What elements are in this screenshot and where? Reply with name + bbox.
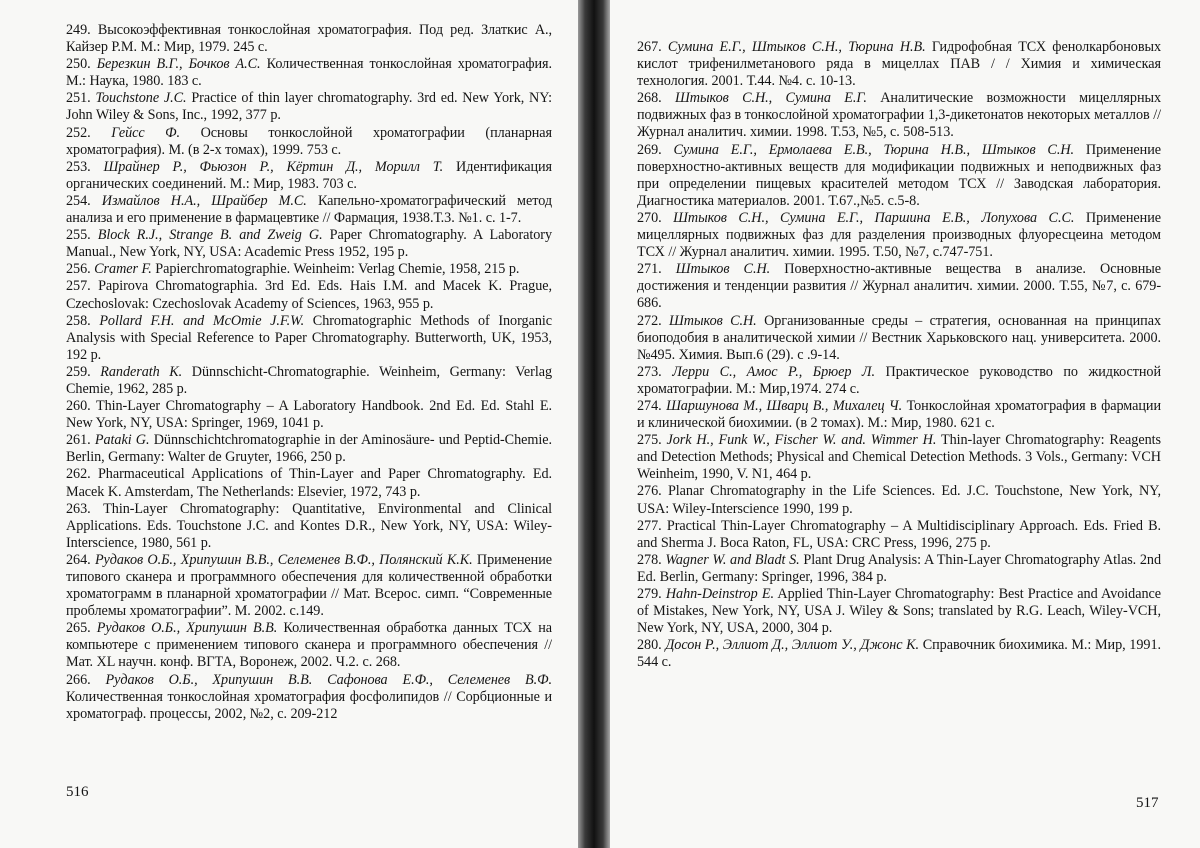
reference-entry [66,552,552,620]
reference-number: 278. [637,551,662,568]
reference-entry [637,518,1161,552]
reference-authors: Березкин В.Г., Бочков А.С. [96,56,261,73]
reference-entry [637,364,1161,398]
reference-number: 271. [637,261,662,278]
reference-authors: Рудаков О.Б., Хрипушин В.В., Селеменев В.Ф., Полянский К.К. [94,551,473,568]
reference-entry [637,142,1161,210]
reference-authors: Pataki G. [94,432,150,449]
reference-number: 261. [66,432,91,449]
reference-entry [637,313,1161,364]
reference-entry [66,466,552,500]
left-reference-list [66,22,552,723]
reference-entry [66,159,552,193]
reference-entry [66,90,552,124]
reference-number: 264. [66,551,91,568]
reference-text: Идентификация органических соединений. М.: Мир, 1983. 703 с. [66,158,552,192]
reference-authors: Шрайнер Р., Фьюзон Р., Кёртин Д., Морилл Т. [103,158,444,175]
reference-text: Количественная тонкослойная хроматография. М.: Наука, 1980. 183 с. [66,56,553,90]
reference-number: 268. [637,90,662,107]
reference-text: Практическое руководство по жидкостной хроматографии. М.: Мир,1974. 274 с. [637,363,1162,397]
reference-entry [66,364,552,398]
reference-text: Организованные среды – стратегия, основанная на принципах биоподобия в аналитической химии // Вестник Харьковского нац. университета. 2000. №495. Химия. Вып.6 (29). с .9-14. [637,312,1161,363]
reference-text: Pharmaceutical Applications of Thin-Layer and Paper Chromatography. Ed. Macek K. Amsterdam, The Netherlands: Elsevier, 1972, 743 p. [66,466,552,500]
reference-entry [66,261,552,278]
reference-authors: Рудаков О.Б., Хрипушин В.В. [96,620,278,637]
reference-number: 255. [66,227,91,244]
reference-number: 252. [66,124,91,141]
reference-entry [66,313,552,364]
right-page-number: 517 [1136,795,1159,811]
reference-text: Аналитические возможности мицеллярных подвижных фаз в тонкослойной хроматографии 1,3-дикетонатов некоторых металлов // Журнал аналитич. химии. 1998. Т.53, №5, с. 508-513. [637,90,1162,141]
reference-text: Применение поверхностно-активных веществ для модификации подвижных и неподвижных фаз при определении пищевых красителей методом ТСХ // Заводская лаборатория. Диагностика материалов. 2001. Т.67.,№5. с.5-8. [637,141,1162,209]
reference-entry [637,432,1161,483]
reference-authors: Штыков С.Н. [669,312,757,329]
reference-number: 260. [66,398,91,415]
reference-authors: Рудаков О.Б., Хрипушин В.В. Сафонова Е.Ф., Селеменев В.Ф. [105,671,552,688]
reference-authors: Сумина Е.Г., Ермолаева Е.В., Тюрина Н.В., Штыков С.Н. [673,141,1075,158]
right-page [610,0,1200,848]
reference-text: Dünnschicht-Chromatographie. Weinheim, Germany: Verlag Chemie, 1962, 285 p. [66,363,553,397]
reference-entry [637,552,1161,586]
reference-authors: Сумина Е.Г., Штыков С.Н., Тюрина Н.В. [667,39,926,55]
reference-text: Papirova Chromatographia. 3rd Ed. Eds. Hais I.M. and Macek K. Prague, Czechoslovak: Czechoslovak Academy of Sciences, 1963, 955 p. [66,278,553,312]
reference-text: Dünnschichtchromatographie in der Aminosäure- und Peptid-Chemie. Berlin, Germany: Walter de Gruyter, 1966, 250 p. [66,432,553,466]
reference-text: Количественная тонкослойная хроматография фосфолипидов // Сорбционные и хроматограф. процессы, 2002, №2, с. 209-212 [66,688,552,722]
reference-authors: Лерри С., Амос Р., Брюер Л. [672,363,875,380]
reference-entry [66,22,552,56]
reference-number: 275. [637,432,662,449]
reference-number: 277. [637,517,662,534]
reference-text: Thin-Layer Chromatography: Quantitative, Environmental and Clinical Applications. Eds. Touchstone J.C. and Kontes D.R., New York, NY, USA: Wiley-Interscience, 1980, 561 p. [66,500,552,551]
reference-authors: Jork H., Funk W., Fischer W. and. Wimmer H. [666,432,937,449]
reference-entry [637,483,1161,517]
reference-entry [66,56,552,90]
reference-number: 276. [637,483,662,500]
reference-authors: Hahn-Deinstrop E. [665,586,774,602]
reference-text: Planar Chromatography in the Life Sciences. Ed. J.C. Touchstone, New York, NY, USA: Wiley-Interscience 1990, 199 p. [637,483,1161,517]
reference-authors: Шаршунова М., Шварц В., Михалец Ч. [666,397,903,414]
reference-text: Высокоэффективная тонкослойная хроматография. Под ред. Златкис А., Кайзер Р.М. М.: Мир, 1979. 245 с. [66,22,553,56]
reference-number: 253. [66,158,91,175]
reference-number: 270. [637,209,662,226]
reference-number: 256. [66,261,91,278]
reference-text: Papierchromatographie. Weinheim: Verlag Chemie, 1958, 215 p. [155,261,520,278]
reference-number: 249. [66,22,91,38]
reference-authors: Гейсс Ф. [111,124,181,141]
reference-text: Applied Thin-Layer Chromatography: Best Practice and Avoidance of Mistakes, New York, NY, USA J. Wiley & Sons; translated by R.G. Leach, Wiley-VCH, New York, NY, USA, 2000, 304 p. [637,586,1162,637]
reference-text: Тонкослойная хроматография в фармации и клинической биохимии. (в 2 томах). М.: Мир, 1980. 621 с. [637,397,1162,432]
reference-number: 259. [66,363,91,380]
reference-number: 257. [66,278,91,295]
reference-entry [66,398,552,432]
reference-number: 269. [637,141,662,158]
right-reference-list [637,39,1161,671]
reference-text: Гидрофобная ТСХ фенолкарбоновых кислот трифенилметанового ряда в мицеллах ПАВ / / Химия и химическая технология. 2001. Т.44. №4. с. 10-13. [637,39,1162,90]
reference-text: Капельно-хроматографический метод анализа и его применение в фармацевтике // Фармация, 1938.Т.3. №1. с. 1-7. [66,192,553,227]
reference-number: 280. [637,637,662,654]
reference-number: 250. [66,56,91,73]
reference-entry [637,90,1161,141]
reference-text: Plant Drug Analysis: A Thin-Layer Chromatography Atlas. 2nd Ed. Berlin, Germany: Springer, 1996, 384 p. [637,551,1162,585]
reference-number: 274. [637,397,662,414]
reference-entry [66,125,552,159]
reference-text: Practice of thin layer chromatography. 3rd ed. New York, NY: John Wiley & Sons, Inc., 1992, 377 p. [66,90,553,124]
book-spine-gutter [578,0,610,848]
reference-text: Practical Thin-Layer Chromatography – A Multidisciplinary Approach. Eds. Fried B. and Sherma J. Boca Raton, FL, USA: CRC Press, 1996, 275 p. [637,517,1162,551]
reference-authors: Wagner W. and Bladt S. [665,551,800,568]
reference-entry [66,193,552,227]
reference-text: Количественная обработка данных ТСХ на компьютере с применением типового сканера и программного обеспечения // Мат. XL научн. конф. ВГТА, Воронеж, 2002. Ч.2. с. 268. [66,620,553,671]
reference-number: 267. [637,39,662,55]
reference-authors: Штыков С.Н., Сумина Е.Г. [675,90,867,107]
left-page [0,0,578,848]
reference-text: Paper Chromatography. A Laboratory Manual., New York, NY, USA: Academic Press 1952, 195 p. [66,227,553,261]
reference-text: Справочник биохимика. М.: Мир, 1991. 544 с. [637,637,1161,671]
reference-authors: Измайлов Н.А., Шрайбер М.С. [101,192,307,209]
reference-authors: Randerath K. [100,363,183,380]
reference-authors: Досон Р., Эллиот Д., Эллиот У., Джонс К. [665,637,920,654]
left-page-number: 516 [66,784,89,800]
reference-text: Поверхностно-активные вещества в анализе. Основные достижения и тенденции развития // Журнал аналитич. химии. 2000. Т.55, №7, с. 679-686. [637,261,1161,312]
reference-entry [637,586,1161,637]
reference-authors: Штыков С.Н., Сумина Е.Г., Паршина Е.В., Лопухова С.С. [673,209,1075,226]
reference-entry [66,227,552,261]
reference-entry [637,398,1161,432]
reference-entry [66,432,552,466]
reference-number: 258. [66,312,91,329]
reference-number: 265. [66,620,91,637]
reference-entry [66,672,552,723]
reference-text: Применение мицеллярных подвижных фаз для разделения производных флуоресцеина методом ТСХ // Журнал аналитич. химии. 1995. Т.50, №7, с.747-751. [637,209,1161,261]
reference-number: 254. [66,192,91,209]
reference-entry [66,278,552,312]
reference-number: 272. [637,312,662,329]
reference-entry [66,620,552,671]
reference-authors: Block R.J., Strange B. and Zweig G. [97,227,323,244]
reference-text: Применение типового сканера и программного обеспечения для количественной обработки хроматограмм в планарной хроматографии // Мат. Всерос. симп. “Современные проблемы хроматографии”. М. 2002. с.149. [66,551,553,620]
reference-number: 266. [66,671,91,688]
reference-text: Chromatographic Methods of Inorganic Analysis with Special Reference to Paper Chromatography. Butterworth, UK, 1953, 192 p. [66,312,552,363]
reference-number: 273. [637,363,662,380]
reference-number: 262. [66,466,91,483]
reference-authors: Touchstone J.C. [95,90,187,107]
reference-number: 251. [66,90,91,107]
reference-authors: Pollard F.H. and McOmie J.F.W. [99,312,305,329]
reference-entry [637,39,1161,90]
reference-authors: Cramer F. [94,261,152,278]
reference-entry [66,501,552,552]
reference-number: 263. [66,500,91,517]
reference-text: Основы тонкослойной хроматографии (планарная хроматография). М. (в 2-х томах), 1999. 753 с. [66,124,552,158]
reference-entry [637,637,1161,671]
reference-entry [637,210,1161,261]
reference-text: Thin-Layer Chromatography – A Laboratory Handbook. 2nd Ed. Ed. Stahl E. New York, NY, USA: Springer, 1969, 1041 p. [66,398,552,432]
reference-authors: Штыков С.Н. [675,261,771,278]
reference-number: 279. [637,586,662,602]
reference-entry [637,261,1161,312]
reference-text: Thin-layer Chromatography: Reagents and Detection Methods; Physical and Chemical Detection Methods. 3 Vols., Germany: VCH Weinheim, 1990, V. N1, 464 p. [637,432,1161,483]
